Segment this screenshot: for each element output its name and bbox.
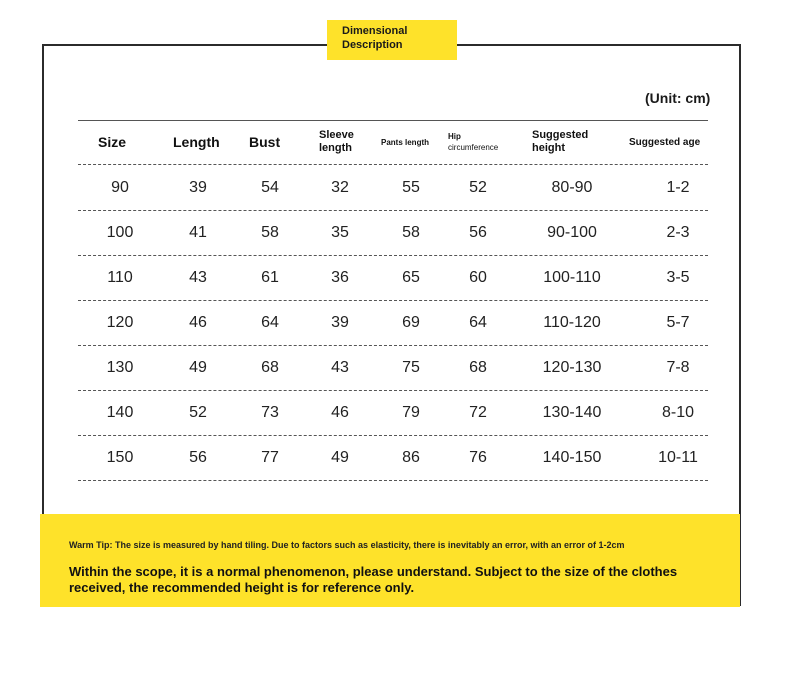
table-row: [78, 391, 708, 436]
header-height-line-2: height: [532, 142, 565, 154]
cell-suggested-height: 80-90: [551, 179, 593, 196]
cell-bust: 68: [261, 359, 279, 376]
cell-pants-length: 75: [402, 359, 420, 376]
cell-length: 52: [189, 404, 207, 421]
cell-hip-circumference: 56: [469, 224, 487, 241]
cell-suggested-height: 120-130: [542, 359, 602, 376]
cell-hip-circumference: 72: [469, 404, 487, 421]
cell-suggested-age: 5-7: [666, 314, 690, 331]
header-sleeve-line-1: Sleeve: [319, 129, 354, 141]
cell-bust: 73: [261, 404, 279, 421]
cell-size: 90: [111, 179, 129, 196]
cell-hip-circumference: 76: [469, 449, 487, 466]
cell-hip-circumference: 68: [469, 359, 487, 376]
header-length: Length: [173, 134, 220, 150]
cell-sleeve-length: 35: [331, 224, 349, 241]
header-sleeve-line-2: length: [319, 142, 352, 154]
cell-suggested-height: 100-110: [543, 269, 601, 286]
cell-sleeve-length: 49: [331, 449, 349, 466]
header-suggested-height: [532, 120, 612, 164]
header-suggested-age: Suggested age: [629, 136, 701, 148]
title-line-1: Dimensional: [342, 25, 408, 37]
cell-pants-length: 86: [402, 449, 420, 466]
cell-size: 100: [106, 224, 134, 241]
warm-tip-note: Warm Tip: The size is measured by hand tiling. Due to factors such as elasticity, there is inevitably an error, with an error of 1-2cm: [69, 540, 625, 550]
cell-size: 120: [106, 314, 134, 331]
cell-pants-length: 65: [402, 269, 420, 286]
cell-hip-circumference: 52: [469, 179, 487, 196]
cell-pants-length: 69: [402, 314, 420, 331]
cell-bust: 77: [261, 449, 279, 466]
cell-sleeve-length: 43: [331, 359, 349, 376]
cell-suggested-age: 7-8: [666, 359, 690, 376]
cell-pants-length: 55: [402, 179, 420, 196]
cell-suggested-height: 130-140: [542, 404, 602, 421]
cell-length: 46: [189, 314, 207, 331]
table-header-row: [78, 120, 708, 165]
cell-pants-length: 79: [402, 404, 420, 421]
header-hip-circumference: [448, 120, 518, 164]
cell-suggested-age: 3-5: [666, 269, 690, 286]
cell-hip-circumference: 64: [469, 314, 487, 331]
table-row: [78, 301, 708, 346]
unit-label: (Unit: cm): [645, 90, 711, 106]
warm-tip-panel: [40, 514, 740, 607]
header-hip-line-1: Hip: [448, 132, 461, 141]
cell-length: 43: [189, 269, 207, 286]
cell-length: 49: [189, 359, 207, 376]
cell-bust: 61: [261, 269, 279, 286]
header-bust: Bust: [249, 134, 281, 150]
cell-suggested-height: 90-100: [547, 224, 597, 241]
title-tag: [327, 20, 457, 60]
title-line-2: Description: [342, 39, 403, 51]
cell-size: 150: [106, 449, 134, 466]
table-row: [78, 211, 708, 256]
cell-suggested-age: 2-3: [666, 224, 690, 241]
table-row: [78, 436, 708, 481]
cell-bust: 64: [261, 314, 279, 331]
cell-length: 41: [189, 224, 207, 241]
cell-length: 39: [189, 179, 207, 196]
table-row: [78, 166, 708, 211]
header-hip-line-2: circumference: [448, 143, 499, 152]
cell-sleeve-length: 39: [331, 314, 349, 331]
cell-sleeve-length: 36: [331, 269, 349, 286]
cell-bust: 58: [261, 224, 279, 241]
cell-sleeve-length: 46: [331, 404, 349, 421]
cell-suggested-height: 140-150: [542, 449, 602, 466]
header-size: Size: [98, 134, 127, 150]
cell-size: 110: [107, 269, 133, 286]
cell-sleeve-length: 32: [331, 179, 349, 196]
table-row: [78, 256, 708, 301]
cell-suggested-age: 8-10: [661, 404, 695, 421]
cell-suggested-height: 110-120: [543, 314, 601, 331]
header-height-line-1: Suggested: [532, 129, 589, 141]
cell-size: 130: [106, 359, 134, 376]
header-pants-length: Pants length: [381, 137, 430, 147]
cell-hip-circumference: 60: [469, 269, 487, 286]
cell-suggested-age: 1-2: [666, 179, 690, 196]
cell-pants-length: 58: [402, 224, 420, 241]
cell-bust: 54: [261, 179, 279, 196]
cell-length: 56: [189, 449, 207, 466]
header-sleeve-length: [319, 120, 379, 164]
warm-tip-message: Within the scope, it is a normal phenomenon, please understand. Subject to the size of the clothes received, the recommended height is for reference only.: [69, 564, 678, 595]
cell-suggested-age: 10-11: [658, 449, 698, 466]
cell-size: 140: [106, 404, 134, 421]
table-row: [78, 346, 708, 391]
